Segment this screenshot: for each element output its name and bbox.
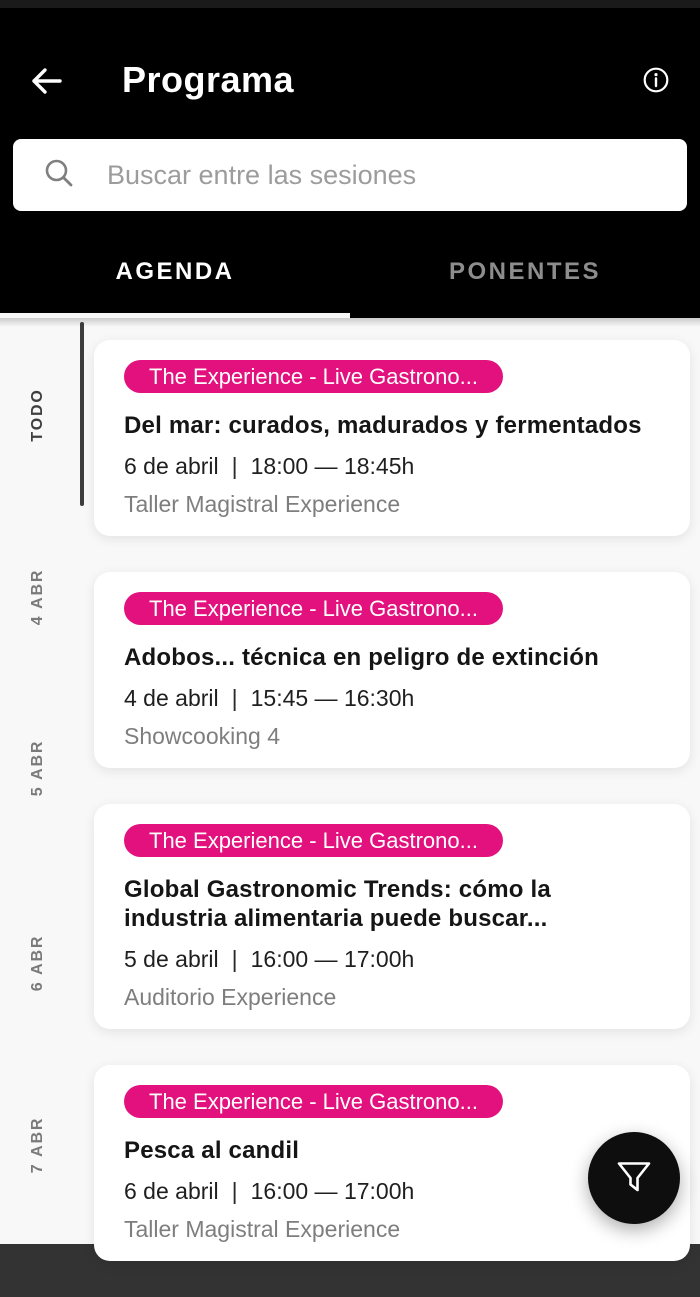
active-date-indicator-line bbox=[80, 322, 84, 506]
meta-separator: | bbox=[231, 453, 238, 479]
back-button[interactable] bbox=[20, 56, 72, 108]
session-date: 6 de abril bbox=[124, 453, 219, 479]
session-title: Adobos... técnica en peligro de extinción bbox=[124, 644, 599, 671]
session-title: Global Gastronomic Trends: cómo la industria alimentaria puede buscar... bbox=[124, 876, 551, 932]
header bbox=[0, 0, 700, 318]
back-arrow-icon bbox=[26, 61, 66, 104]
filter-button[interactable] bbox=[588, 1132, 680, 1224]
track-badge: The Experience - Live Gastrono... bbox=[124, 592, 503, 625]
session-time: 16:00 — 17:00h bbox=[250, 946, 415, 972]
tab-ponentes-label: PONENTES bbox=[448, 258, 602, 285]
session-datetime bbox=[124, 1178, 660, 1205]
session-location: Auditorio Experience bbox=[124, 984, 337, 1010]
session-title: Pesca al candil bbox=[124, 1137, 300, 1164]
session-date: 4 de abril bbox=[124, 685, 219, 711]
info-button[interactable] bbox=[636, 61, 676, 101]
info-icon bbox=[643, 67, 669, 96]
page-title: Programa bbox=[122, 59, 295, 100]
tab-agenda[interactable] bbox=[0, 248, 350, 318]
session-card[interactable] bbox=[94, 572, 690, 768]
session-datetime bbox=[124, 453, 660, 480]
agenda-content bbox=[0, 318, 700, 1244]
session-card[interactable] bbox=[94, 340, 690, 536]
track-badge: The Experience - Live Gastrono... bbox=[124, 360, 503, 393]
session-date: 6 de abril bbox=[124, 1178, 219, 1204]
session-time: 16:00 — 17:00h bbox=[250, 1178, 415, 1204]
search-input[interactable] bbox=[107, 160, 663, 191]
session-location: Taller Magistral Experience bbox=[124, 491, 401, 517]
active-tab-indicator bbox=[0, 313, 350, 318]
meta-separator: | bbox=[231, 1178, 238, 1204]
session-date: 5 de abril bbox=[124, 946, 219, 972]
filter-funnel-icon bbox=[612, 1155, 656, 1202]
date-rail-item-5abr[interactable]: 5 ABR bbox=[29, 739, 46, 797]
track-badge: The Experience - Live Gastrono... bbox=[124, 1085, 503, 1118]
session-time: 15:45 — 16:30h bbox=[250, 685, 415, 711]
date-rail-item-6abr[interactable]: 6 ABR bbox=[29, 934, 46, 992]
session-card[interactable] bbox=[94, 804, 690, 1029]
track-badge: The Experience - Live Gastrono... bbox=[124, 824, 503, 857]
date-rail-item-7abr[interactable]: 7 ABR bbox=[29, 1116, 46, 1174]
session-title: Del mar: curados, madurados y fermentados bbox=[124, 412, 642, 439]
session-location: Showcooking 4 bbox=[124, 723, 280, 749]
meta-separator: | bbox=[231, 946, 238, 972]
tab-agenda-label: AGENDA bbox=[115, 258, 235, 285]
meta-separator: | bbox=[231, 685, 238, 711]
status-bar bbox=[0, 0, 700, 8]
session-location: Taller Magistral Experience bbox=[124, 1216, 401, 1242]
session-time: 18:00 — 18:45h bbox=[250, 453, 415, 479]
session-datetime bbox=[124, 685, 660, 712]
date-rail-item-todo[interactable]: TODO bbox=[29, 388, 46, 442]
session-datetime bbox=[124, 946, 660, 973]
search-bar[interactable] bbox=[13, 139, 687, 211]
date-rail-item-4abr[interactable]: 4 ABR bbox=[29, 568, 46, 626]
search-icon bbox=[43, 157, 75, 194]
tab-ponentes[interactable] bbox=[350, 248, 700, 318]
tab-bar bbox=[0, 248, 700, 318]
